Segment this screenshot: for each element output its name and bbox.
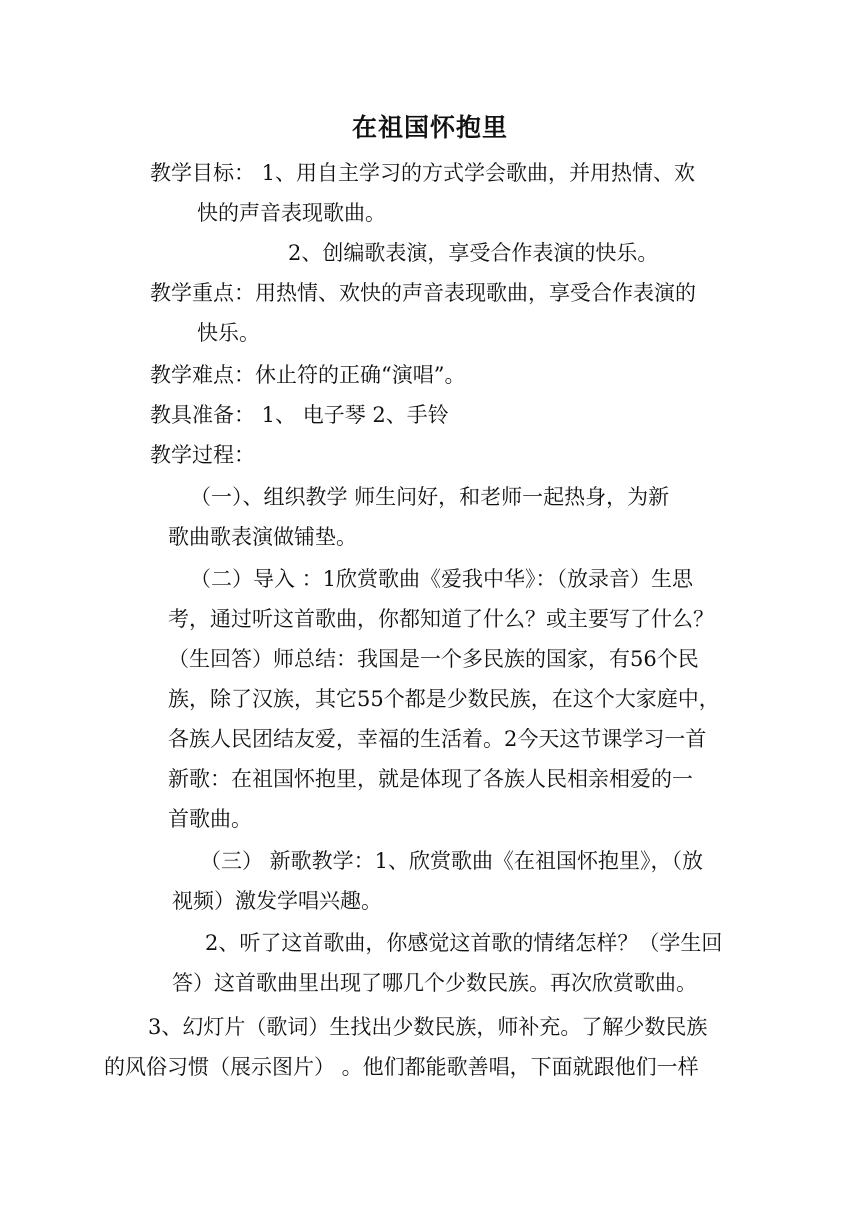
text-line: 教具准备： 1、 电子琴 2、手铃 (150, 403, 449, 427)
text-line: 快的声音表现歌曲。 (197, 201, 386, 225)
text-line: 3、幻灯片（歌词）生找出少数民族，师补充。了解少数民族 (148, 1015, 708, 1039)
text-line: 2、听了这首歌曲，你感觉这首歌的情绪怎样？（学生回 (205, 931, 723, 955)
text-line: 教学过程： (150, 443, 255, 467)
text-line: （一）、组织教学 师生问好，和老师一起热身，为新 (190, 485, 670, 509)
text-line: （二）导入 ：1欣赏歌曲《爱我中华》：（放录音）生思 (190, 567, 694, 591)
text-line: 考，通过听这首歌曲，你都知道了什么？或主要写了什么？ (168, 607, 714, 631)
text-line: 教学目标： 1、用自主学习的方式学会歌曲，并用热情、欢 (150, 161, 696, 185)
text-line: 快乐。 (197, 321, 260, 345)
text-line: 教学重点：用热情、欢快的声音表现歌曲，享受合作表演的 (150, 281, 696, 305)
document-title: 在祖国怀抱里 (351, 113, 508, 142)
text-line: 歌曲歌表演做铺垫。 (168, 525, 357, 549)
text-line: 各族人民团结友爱，幸福的生活着。2今天这节课学习一首 (168, 727, 707, 751)
text-line: （生回答）师总结：我国是一个多民族的国家，有56个民 (168, 647, 699, 671)
text-line: 视频）激发学唱兴趣。 (172, 889, 382, 913)
text-line: （三） 新歌教学：1、欣赏歌曲《在祖国怀抱里》，（放 (200, 849, 704, 873)
text-line: 的风俗习惯（展示图片） 。他们都能歌善唱，下面就跟他们一样 (104, 1055, 699, 1079)
text-line: 首歌曲。 (168, 807, 252, 831)
text-line: 教学难点：休止符的正确“演唱”。 (150, 363, 466, 387)
text-line: 新歌：在祖国怀抱里，就是体现了各族人民相亲相爱的一 (168, 767, 693, 791)
text-line: 2、创编歌表演，享受合作表演的快乐。 (288, 241, 659, 265)
text-line: 答）这首歌曲里出现了哪几个少数民族。再次欣赏歌曲。 (172, 971, 697, 995)
text-line: 族，除了汉族，其它55个都是少数民族，在这个大家庭中， (168, 687, 720, 711)
